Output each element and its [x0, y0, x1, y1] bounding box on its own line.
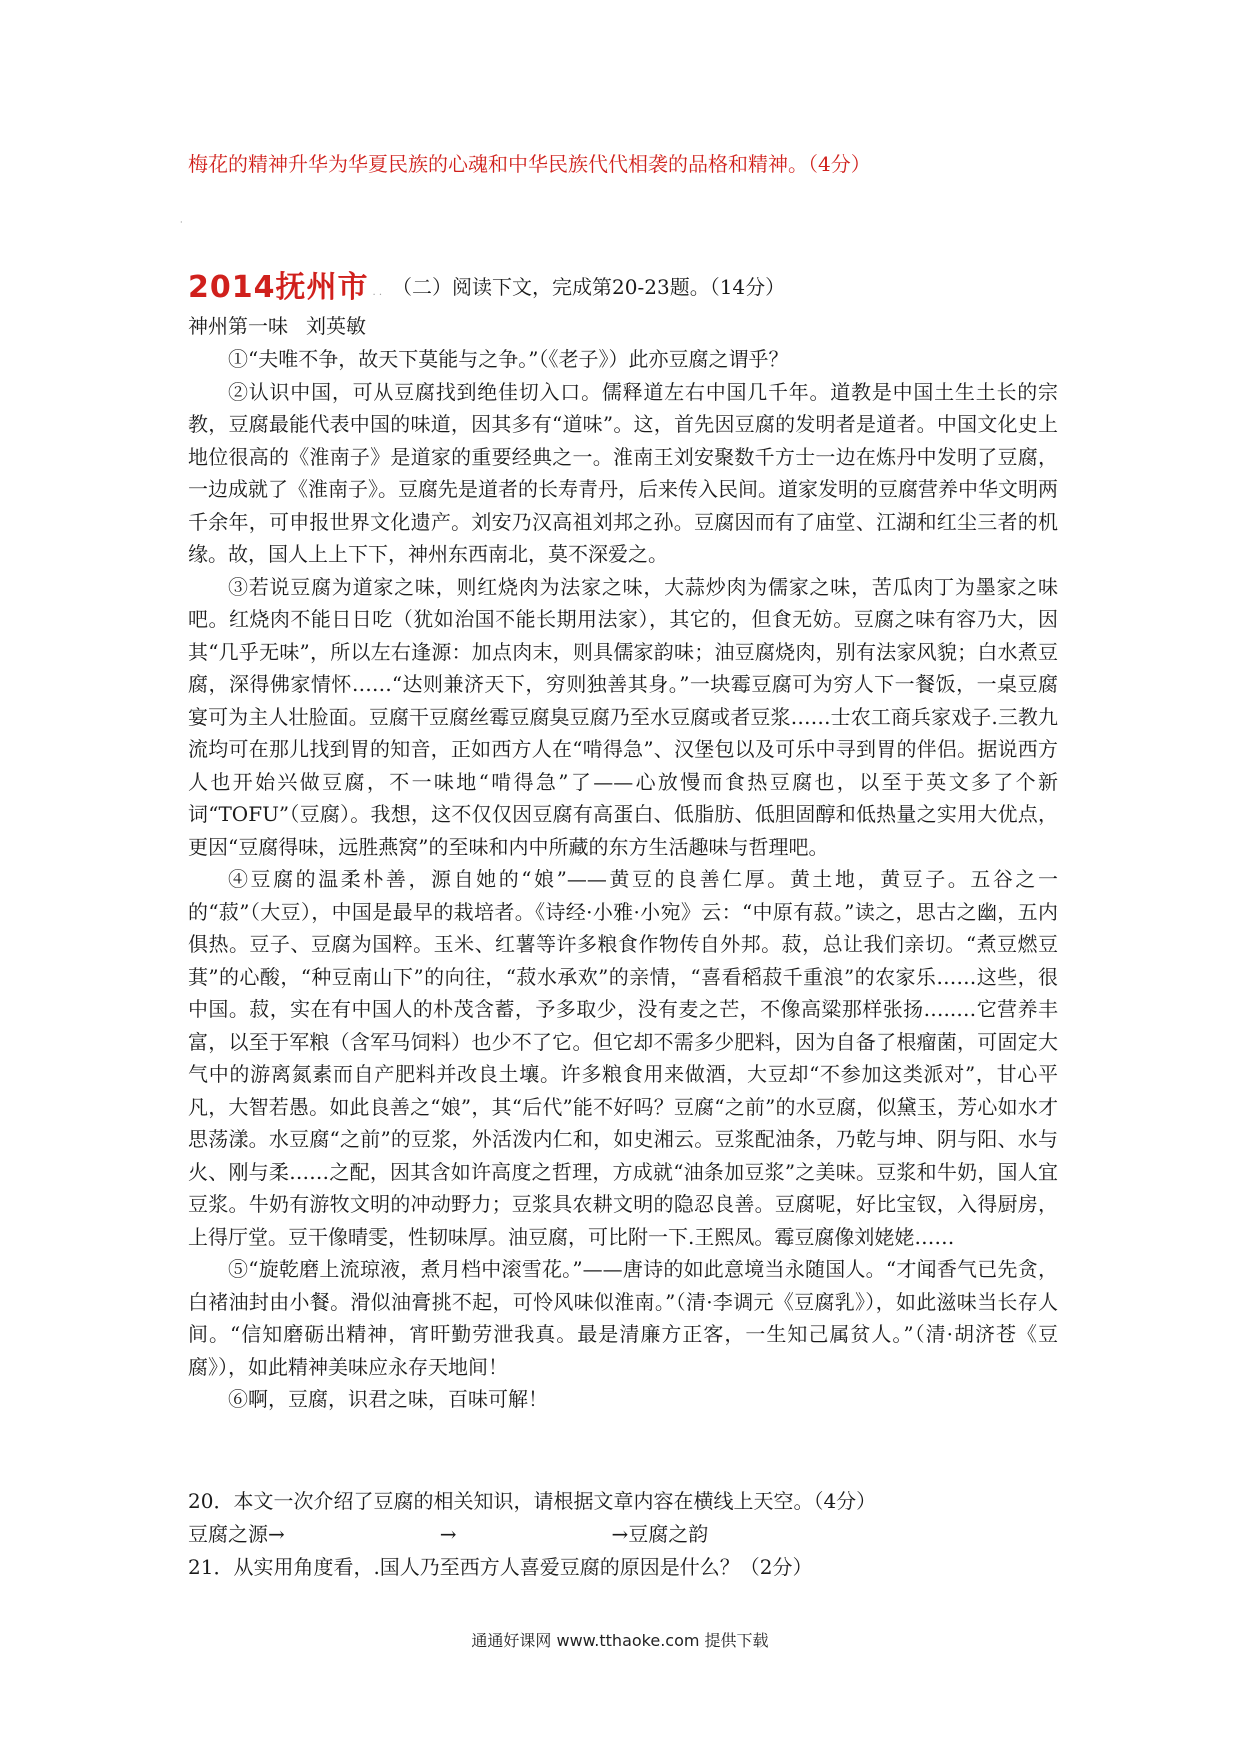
paragraph-5: ⑤“旋乾磨上流琼液，煮月档中滚雪花。”——唐诗的如此意境当永随国人。“才闻香气已先贪，白褚油封由小餐。滑似油膏挑不起，可怜风味似淮南。”（清·李调元《豆腐乳》），如此滋味当长存人间。“信知磨砺出精神，宵旰勤劳泄我真。最是清廉方正客，一生知己属贫人。”（清·胡济苍《豆腐》），如此精神美味应永存天地间！ — [188, 1257, 1058, 1379]
section-city-label: 2014抚州市 — [188, 270, 369, 305]
footer-source: 通通好课网 www.tthaoke.com 提供下载 — [471, 1631, 769, 1650]
stray-mark: · — [180, 218, 183, 227]
question-21: 21．从实用角度看，.国人乃至西方人喜爱豆腐的原因是什么？（2分） — [188, 1555, 813, 1579]
paragraph-6: ⑥啊，豆腐，识君之味，百味可解！ — [228, 1387, 548, 1411]
section-marks: . . — [372, 287, 383, 298]
question-20-fill-line — [188, 1520, 1068, 1548]
article-title: 神州第一味 — [188, 314, 288, 338]
paragraph-3: ③若说豆腐为道家之味，则红烧肉为法家之味，大蒜炒肉为儒家之味，苦瓜肉丁为墨家之味吧。红烧肉不能日日吃（犹如治国不能长期用法家），其它的，但食无妨。豆腐之味有容乃大，因其“几乎无味”，所以左右逢源：加点肉末，则具儒家韵味；油豆腐烧肉，别有法家风貌；白水煮豆腐，深得佛家情怀……“达则兼济天下，穷则独善其身。”一块霉豆腐可为穷人下一餐饭，一桌豆腐宴可为主人壮脸面。豆腐干豆腐丝霉豆腐臭豆腐乃至水豆腐或者豆浆……士农工商兵家戏子.三教九流均可在那儿找到胃的知音，正如西方人在“啃得急”、汉堡包以及可乐中寻到胃的伴侣。据说西方人也开始兴做豆腐，不一味地“啃得急”了——心放慢而食热豆腐也，以至于英文多了个新词“TOFU”（豆腐）。我想，这不仅仅因豆腐有高蛋白、低脂肪、低胆固醇和低热量之实用大优点，更因“豆腐得味，远胜燕窝”的至味和内中所藏的东方生活趣味与哲理吧。 — [188, 574, 1058, 859]
paragraph-4: ④豆腐的温柔朴善，源自她的“娘”——黄豆的良善仁厚。黄土地，黄豆子。五谷之一的“菽”（大豆），中国是最早的栽培者。《诗经·小雅·小宛》云：“中原有菽。”读之，思古之幽，五内俱热。豆子、豆腐为国粹。玉米、红薯等许多粮食作物传自外邦。菽，总让我们亲切。“煮豆燃豆萁”的心酸，“种豆南山下”的向往，“菽水承欢”的亲情，“喜看稻菽千重浪”的农家乐……这些，很中国。菽，实在有中国人的朴茂含蓄，予多取少，没有麦之芒，不像高粱那样张扬…..…它营养丰富，以至于军粮（含军马饲料）也少不了它。但它却不需多少肥料，因为自备了根瘤菌，可固定大气中的游离氮素而自产肥料并改良土壤。许多粮食用来做酒，大豆却“不参加这类派对”，甘心平凡，大智若愚。如此良善之“娘”，其“后代”能不好吗？豆腐“之前”的水豆腐，似黛玉，芳心如水才思荡漾。水豆腐“之前”的豆浆，外活泼内仁和，如史湘云。豆浆配油条，乃乾与坤、阴与阳、水与火、刚与柔……之配，因其含如许高度之哲理，方成就“油条加豆浆”之美味。豆浆和牛奶，国人宜豆浆。牛奶有游牧文明的冲动野力；豆浆具农耕文明的隐忍良善。豆腐呢，好比宝钗，入得厨房，上得厅堂。豆干像晴雯，性韧味厚。油豆腐，可比附一下.王熙凤。霉豆腐像刘姥姥…… — [188, 867, 1058, 1249]
article-body — [188, 343, 1058, 1416]
fill-end: →豆腐之韵 — [611, 1522, 709, 1546]
paragraph-1: ①“夫唯不争，故天下莫能与之争。”（《老子》）此亦豆腐之谓乎？ — [228, 347, 789, 371]
fill-middle: → — [439, 1522, 457, 1546]
fill-start: 豆腐之源→ — [188, 1522, 285, 1546]
paragraph-2: ②认识中国，可从豆腐找到绝佳切入口。儒释道左右中国几千年。道教是中国土生土长的宗教，豆腐最能代表中国的味道，因其多有“道味”。这，首先因豆腐的发明者是道者。中国文化史上地位很高的《淮南子》是道家的重要经典之一。淮南王刘安聚数千方士一边在炼丹中发明了豆腐，一边成就了《淮南子》。豆腐先是道者的长寿青丹，后来传入民间。道家发明的豆腐营养中华文明两千余年，可申报世界文化遗产。刘安乃汉高祖刘邦之孙。豆腐因而有了庙堂、江湖和红尘三者的机缘。故，国人上上下下，神州东西南北，莫不深爱之。 — [188, 379, 1058, 566]
article-author: 刘英敏 — [306, 314, 366, 338]
question-20: 20．本文一次介绍了豆腐的相关知识，请根据文章内容在横线上天空。（4分） — [188, 1489, 877, 1513]
section-heading — [188, 262, 1088, 306]
article-title-line — [188, 312, 1088, 340]
section-instruction: （二）阅读下文，完成第20-23题。（14分） — [392, 275, 786, 299]
previous-answer-text: 梅花的精神升华为华夏民族的心魂和中华民族代代相袭的品格和精神。（4分） — [188, 152, 871, 176]
